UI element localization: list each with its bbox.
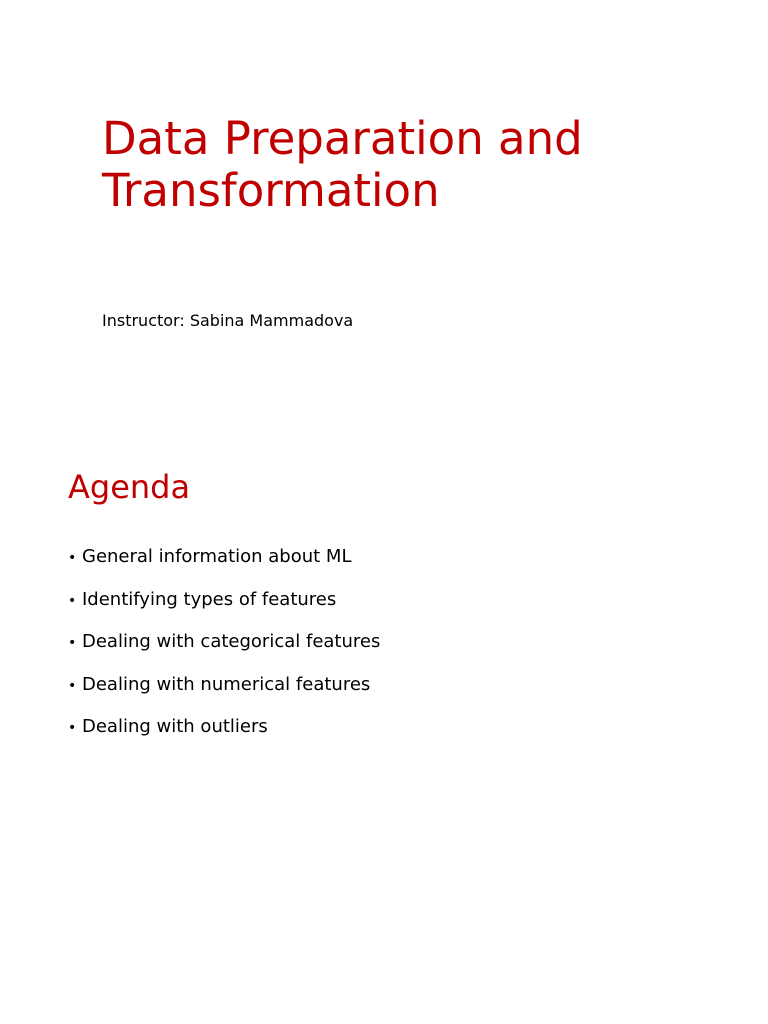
agenda-list [68, 545, 380, 758]
agenda-slide [0, 420, 768, 1024]
bullet-icon: • [68, 635, 77, 651]
agenda-item-label: Dealing with categorical features [82, 631, 381, 652]
instructor-subtitle: Instructor: Sabina Mammadova [102, 311, 354, 330]
title-slide [0, 0, 768, 420]
bullet-icon: • [68, 592, 77, 609]
bullet-icon: • [68, 677, 77, 694]
bullet-icon: • [68, 550, 77, 566]
bullet-icon: • [68, 720, 77, 736]
agenda-item-label: Identifying types of features [82, 588, 337, 610]
agenda-item [68, 715, 380, 758]
agenda-item-label: General information about ML [82, 546, 352, 567]
agenda-item-label: Dealing with numerical features [82, 673, 371, 695]
agenda-item [68, 673, 380, 716]
agenda-item [68, 545, 380, 588]
agenda-item [68, 630, 380, 673]
agenda-heading: Agenda [68, 468, 191, 506]
agenda-item-label: Dealing with outliers [82, 716, 268, 737]
agenda-item [68, 588, 380, 631]
presentation-title: Data Preparation and Transformation [102, 112, 583, 217]
